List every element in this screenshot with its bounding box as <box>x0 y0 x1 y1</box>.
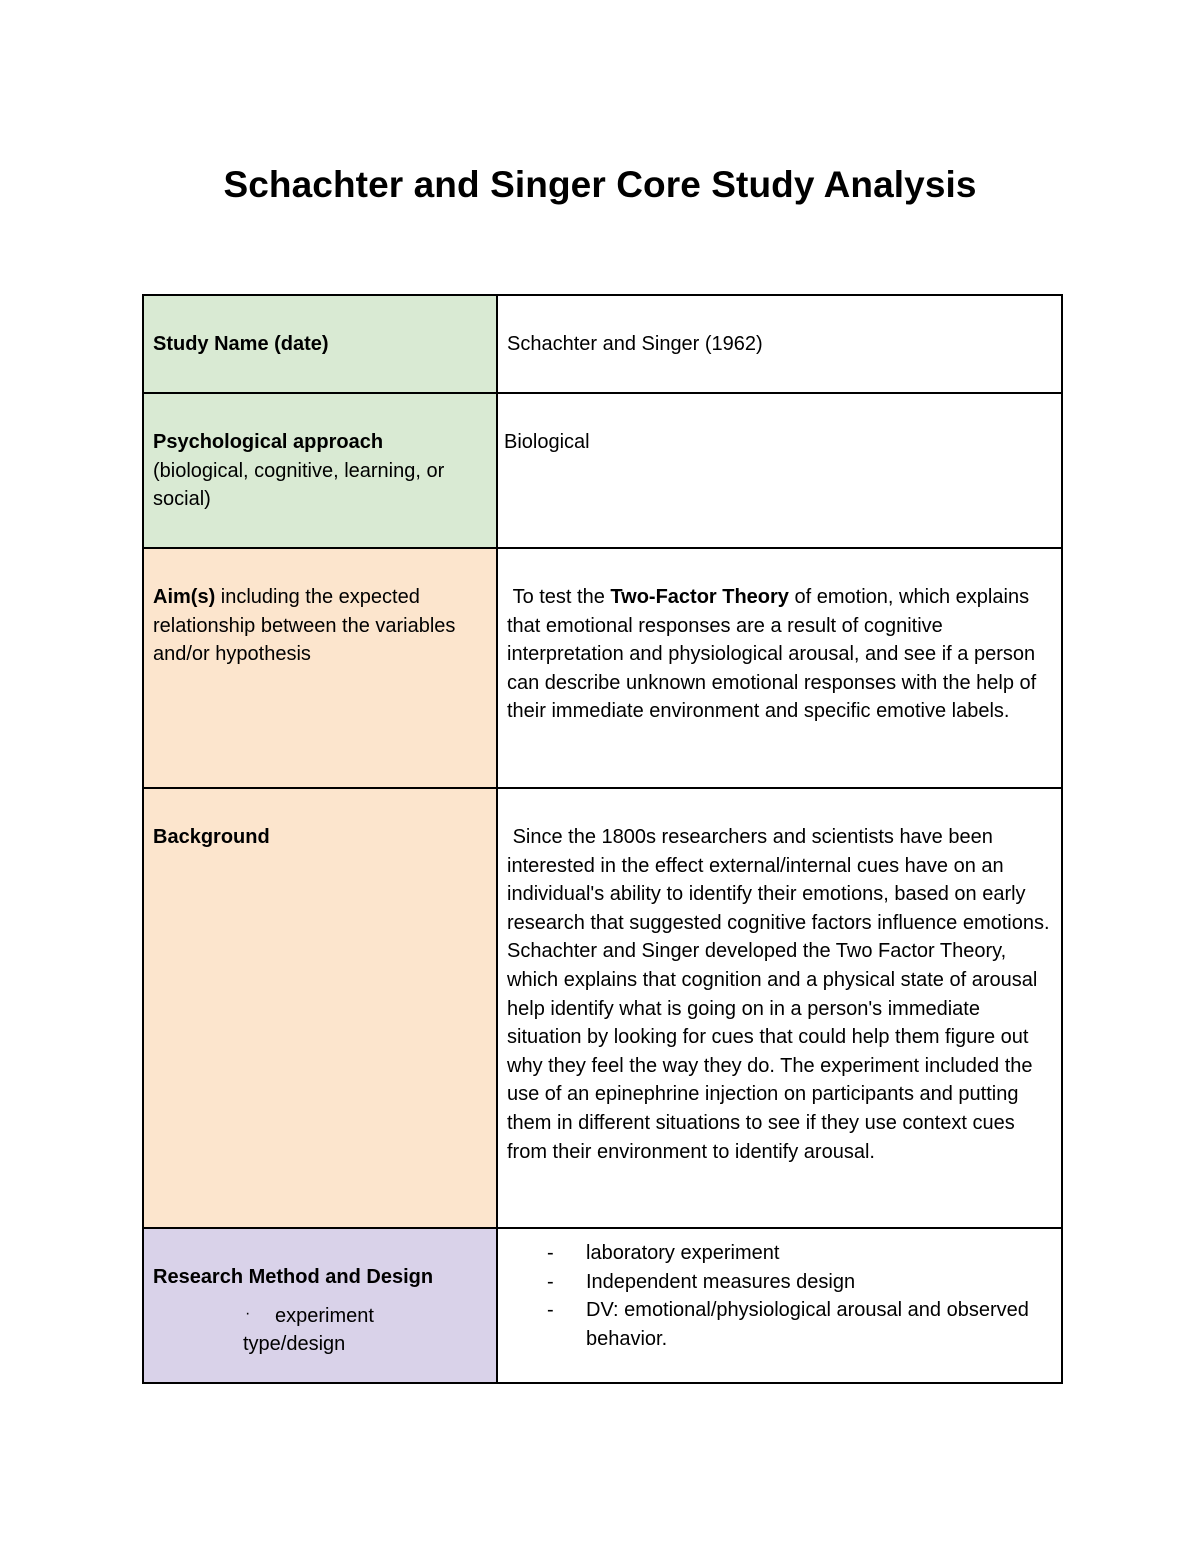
aims-label: Aim(s) <box>153 586 216 608</box>
study-name-value: Schachter and Singer (1962) <box>507 333 763 355</box>
study-name-value-cell <box>497 295 1062 393</box>
aims-value-cell <box>497 548 1062 788</box>
background-label-cell <box>143 788 497 1228</box>
list-item: - DV: emotional/physiological arousal and observed behavior. <box>586 1296 1051 1353</box>
aims-value-text: of emotion, which explains that emotional responses are a result of cognitive interpretation and physiological arousal, and see if a person can describe unknown emotional responses with the help of their immediate environment and specific emotive labels. <box>507 586 1037 723</box>
approach-label: Psychological approach <box>153 431 384 453</box>
aims-label-detail: including the expected relationship between the variables and/or hypothesis <box>153 586 456 666</box>
method-label-cell <box>143 1228 497 1383</box>
method-subpoint <box>153 1302 486 1359</box>
method-label: Research Method and Design <box>153 1266 434 1288</box>
method-value-cell <box>497 1228 1062 1383</box>
study-analysis-table <box>142 294 1063 1384</box>
background-value: Since the 1800s researchers and scientists have been interested in the effect external/internal cues have on an individual's ability to identify their emotions, based on early research that suggested cognitive factors influence emotions. Schachter and Singer developed the Two Factor Theory, which explains that cognition and a physical state of arousal help identify what is going on in a person's immediate situation by looking for cues that could help them figure out why they feel the way they do. The experiment included the use of an epinephrine injection on participants and putting them in different situations to see if they use context cues from their environment to identify arousal. <box>507 826 1050 1163</box>
method-list <box>507 1239 1051 1353</box>
list-item: - Independent measures design <box>586 1268 1051 1297</box>
row-method <box>143 1228 1062 1383</box>
method-subpoint-line2: type/design <box>243 1333 346 1356</box>
study-name-label: Study Name (date) <box>153 333 329 355</box>
list-item: - laboratory experiment <box>586 1239 1051 1268</box>
approach-label-detail: (biological, cognitive, learning, or social) <box>153 459 445 511</box>
page-title: Schachter and Singer Core Study Analysis <box>223 164 977 205</box>
background-label: Background <box>153 826 270 848</box>
approach-label-cell <box>143 393 497 548</box>
bullet-icon: · <box>245 1304 251 1322</box>
aims-value-intro: To test the <box>512 586 611 608</box>
approach-value: Biological <box>504 431 590 453</box>
aims-value-theory: Two-Factor Theory <box>610 586 789 608</box>
method-subpoint-line1: experiment <box>275 1304 374 1327</box>
aims-label-cell <box>143 548 497 788</box>
approach-value-cell <box>497 393 1062 548</box>
row-approach <box>143 393 1062 548</box>
background-value-cell <box>497 788 1062 1228</box>
study-name-label-cell <box>143 295 497 393</box>
row-background <box>143 788 1062 1228</box>
row-aims <box>143 548 1062 788</box>
row-study-name <box>143 295 1062 393</box>
